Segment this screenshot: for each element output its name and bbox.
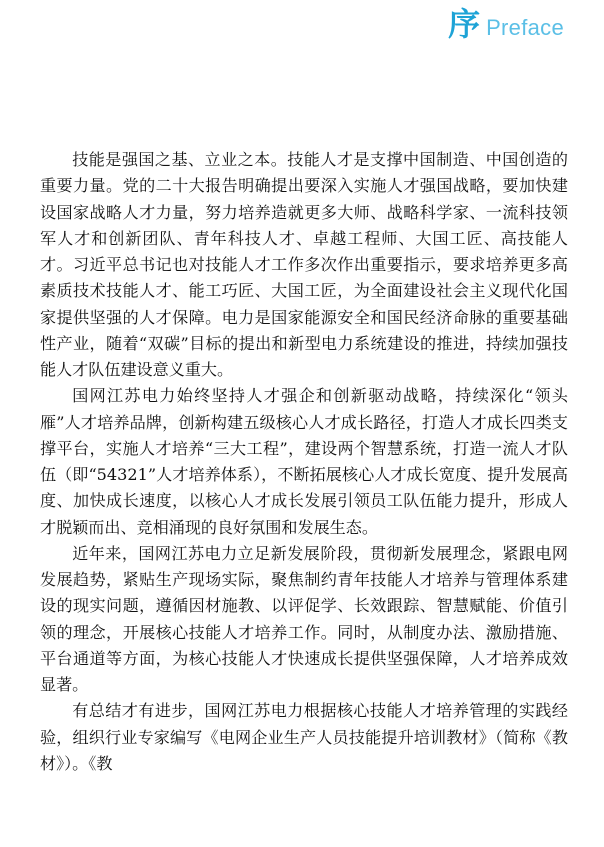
paragraph: 有总结才有进步，国网江苏电力根据核心技能人才培养管理的实践经验，组织行业专家编写《电网企业生产人员技能提升培训教材》（简称《教材》）。《教 (40, 701, 568, 773)
preface-body (40, 147, 568, 777)
title-chinese: 序 (448, 5, 481, 43)
title-english: Preface (486, 15, 564, 40)
paragraph: 国网江苏电力始终坚持人才强企和创新驱动战略，持续深化“领头雁”人才培养品牌，创新构建五级核心人才成长路径，打造人才成长四类支撑平台，实施人才培养“三大工程”，建设两个智慧系统，打造一流人才队伍（即“54321”人才培养体系），不断拓展核心人才成长宽度、提升发展高度、加快成长速度，以核心人才成长发展引领员工队伍能力提升，形成人才脱颖而出、竞相涌现的良好氛围和发展生态。 (40, 386, 568, 537)
paragraph: 近年来，国网江苏电力立足新发展阶段，贯彻新发展理念，紧跟电网发展趋势，紧贴生产现场实际，聚焦制约青年技能人才培养与管理体系建设的现实问题，遵循因材施教、以评促学、长效跟踪、智慧赋能、价值引领的理念，开展核心技能人才培养工作。同时，从制度办法、激励措施、平台通道等方面，为核心技能人才快速成长提供坚强保障，人才培养成效显著。 (40, 543, 568, 694)
section-title (448, 6, 564, 46)
paragraph: 技能是强国之基、立业之本。技能人才是支撑中国制造、中国创造的重要力量。党的二十大报告明确提出要深入实施人才强国战略，要加快建设国家战略人才力量，努力培养造就更多大师、战略科学家、一流科技领军人才和创新团队、青年科技人才、卓越工程师、大国工匠、高技能人才。习近平总书记也对技能人才工作多次作出重要指示，要求培养更多高素质技术技能人才、能工巧匠、大国工匠，为全面建设社会主义现代化国家提供坚强的人才保障。电力是国家能源安全和国民经济命脉的重要基础性产业，随着“双碳”目标的提出和新型电力系统建设的推进，持续加强技能人才队伍建设意义重大。 (40, 150, 568, 379)
page-header (0, 0, 604, 46)
